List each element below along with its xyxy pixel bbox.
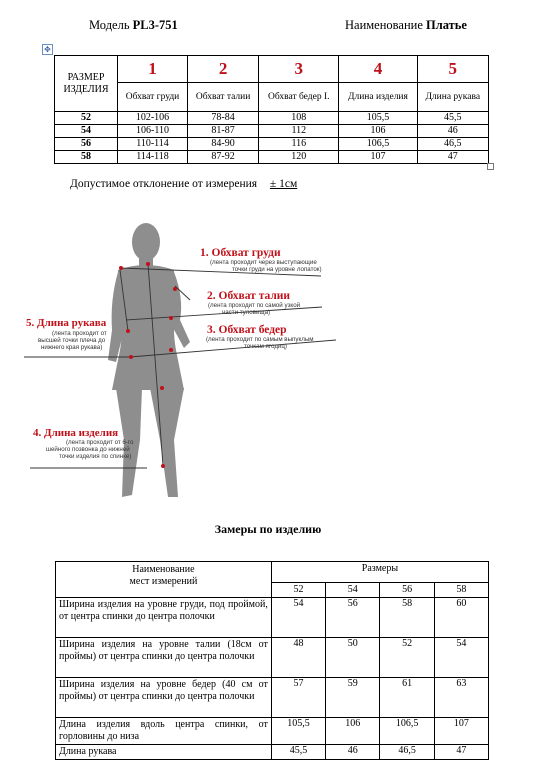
label-title: 4. Длина изделия — [33, 427, 119, 439]
measurement-name: Ширина изделия на уровне талии (18см от проймы) от центра спинки до центра полочки — [56, 638, 272, 678]
size-table-corner: РАЗМЕР ИЗДЕЛИЯ — [55, 56, 118, 112]
table-resize-handle-icon[interactable] — [487, 163, 494, 170]
value-cell: 81-87 — [188, 125, 259, 138]
label-note: (лента проходит от 6-го — [66, 439, 134, 446]
product-name-label: Наименование — [345, 18, 423, 32]
label-garment-length — [33, 427, 134, 460]
value-cell: 107 — [339, 151, 417, 164]
label-note: (лента проходит через выступающие — [210, 259, 317, 266]
measurement-diagram — [0, 200, 536, 505]
table-move-handle-icon[interactable]: ✥ — [42, 44, 53, 55]
value-cell: 47 — [417, 151, 488, 164]
value-cell: 45,5 — [417, 112, 488, 125]
value-cell: 59 — [326, 678, 380, 718]
value-cell: 108 — [259, 112, 339, 125]
label-hip-girth — [206, 324, 314, 350]
value-cell: 105,5 — [271, 718, 325, 745]
value-cell: 116 — [259, 138, 339, 151]
value-cell: 102-106 — [118, 112, 188, 125]
column-header-sizes: Размеры — [271, 562, 488, 583]
value-cell: 48 — [271, 638, 325, 678]
value-cell: 106,5 — [380, 718, 434, 745]
label-note: (лента проходит по самым выпуклым — [206, 336, 314, 343]
garment-section-title: Замеры по изделию — [214, 522, 322, 536]
table-row — [55, 151, 489, 164]
size-cell: 56 — [55, 138, 118, 151]
measurement-name: Ширина изделия на уровне бедер (40 см от проймы) от центра спинки до центра полочки — [56, 678, 272, 718]
value-cell: 112 — [259, 125, 339, 138]
label-sleeve-length — [26, 317, 107, 351]
table-row — [56, 718, 489, 745]
label-note: (лента проходит от — [52, 330, 107, 337]
value-cell: 54 — [271, 598, 325, 638]
tolerance-note — [70, 178, 297, 190]
column-number: 2 — [188, 56, 259, 83]
size-table-label-row — [55, 83, 489, 112]
column-label: Обхват бедер I. — [259, 83, 339, 112]
column-label: Длина рукава — [417, 83, 488, 112]
value-cell: 57 — [271, 678, 325, 718]
value-cell: 84-90 — [188, 138, 259, 151]
label-note: (лента проходит по самой узкой — [208, 302, 301, 309]
value-cell: 54 — [434, 638, 488, 678]
value-cell: 46,5 — [380, 745, 434, 760]
column-number: 3 — [259, 56, 339, 83]
value-cell: 46,5 — [417, 138, 488, 151]
label-title: 2. Обхват талии — [207, 290, 291, 302]
size-header: 58 — [434, 583, 488, 598]
value-cell: 63 — [434, 678, 488, 718]
value-cell: 107 — [434, 718, 488, 745]
size-cell: 58 — [55, 151, 118, 164]
value-cell: 58 — [380, 598, 434, 638]
value-cell: 61 — [380, 678, 434, 718]
model-code: PL3-751 — [132, 18, 178, 32]
measurement-name: Длина изделия вдоль центра спинки, от горловины до низа — [56, 718, 272, 745]
size-cell: 54 — [55, 125, 118, 138]
value-cell: 46 — [417, 125, 488, 138]
value-cell: 87-92 — [188, 151, 259, 164]
column-label: Длина изделия — [339, 83, 417, 112]
column-number: 4 — [339, 56, 417, 83]
label-note: части туловища) — [222, 309, 271, 316]
value-cell: 56 — [326, 598, 380, 638]
label-note: точки изделия по спинке) — [59, 453, 132, 460]
value-cell: 106 — [339, 125, 417, 138]
size-table — [54, 55, 489, 164]
product-name-heading — [345, 18, 467, 33]
column-number: 1 — [118, 56, 188, 83]
label-waist-girth — [207, 290, 301, 316]
column-label: Обхват талии — [188, 83, 259, 112]
table-row — [55, 125, 489, 138]
size-header: 52 — [271, 583, 325, 598]
label-note: точкам ягодиц) — [244, 343, 287, 350]
label-title: 1. Обхват груди — [200, 247, 281, 259]
value-cell: 60 — [434, 598, 488, 638]
model-label: Модель — [89, 18, 130, 32]
value-cell: 106-110 — [118, 125, 188, 138]
column-number: 5 — [417, 56, 488, 83]
table-row — [56, 598, 489, 638]
model-heading — [89, 18, 178, 33]
column-label: Обхват груди — [118, 83, 188, 112]
garment-measurements-table — [55, 561, 489, 760]
value-cell: 106,5 — [339, 138, 417, 151]
value-cell: 114-118 — [118, 151, 188, 164]
label-chest-girth — [200, 247, 322, 273]
product-name-value: Платье — [426, 18, 467, 32]
value-cell: 52 — [380, 638, 434, 678]
label-title: 5. Длина рукава — [26, 317, 107, 329]
column-header-name: Наименование мест измерений — [56, 562, 272, 598]
size-table-number-row — [55, 56, 489, 83]
table-row — [56, 745, 489, 760]
size-header: 54 — [326, 583, 380, 598]
size-header: 56 — [380, 583, 434, 598]
value-cell: 120 — [259, 151, 339, 164]
table-row — [55, 112, 489, 125]
garment-header-row — [56, 562, 489, 583]
table-row — [56, 678, 489, 718]
value-cell: 105,5 — [339, 112, 417, 125]
table-row — [55, 138, 489, 151]
value-cell: 106 — [326, 718, 380, 745]
label-title: 3. Обхват бедер — [207, 324, 287, 336]
measurement-name: Длина рукава — [56, 745, 272, 760]
table-row — [56, 638, 489, 678]
label-note: шейного позвонка до нижней — [46, 446, 130, 453]
label-note: высшей точки плеча до — [38, 337, 106, 344]
value-cell: 45,5 — [271, 745, 325, 760]
value-cell: 50 — [326, 638, 380, 678]
value-cell: 47 — [434, 745, 488, 760]
size-cell: 52 — [55, 112, 118, 125]
measurement-name: Ширина изделия на уровне груди, под проймой, от центра спинки до центра полочки — [56, 598, 272, 638]
value-cell: 110-114 — [118, 138, 188, 151]
label-note: точки груди на уровне лопаток) — [232, 266, 322, 273]
value-cell: 46 — [326, 745, 380, 760]
tolerance-value: ± 1см — [269, 178, 298, 190]
value-cell: 78-84 — [188, 112, 259, 125]
label-note: нижнего края рукава) — [41, 344, 103, 351]
tolerance-text: Допустимое отклонение от измерения — [70, 178, 258, 190]
